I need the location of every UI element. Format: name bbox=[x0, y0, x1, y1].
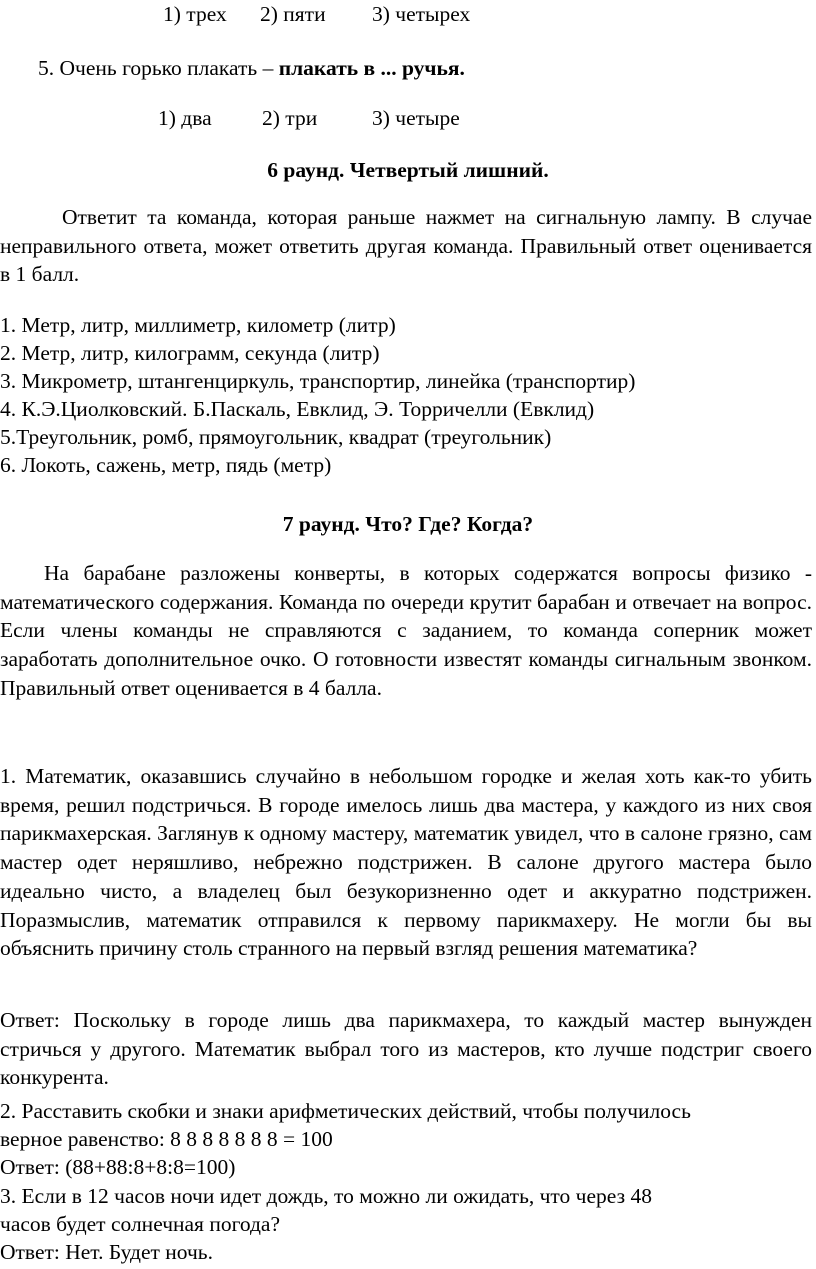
round6-item-1: 1. Метр, литр, миллиметр, километр (литр) bbox=[0, 313, 396, 337]
round6-item-6: 6. Локоть, сажень, метр, пядь (метр) bbox=[0, 453, 332, 477]
round7-question-3-line-2: часов будет солнечная погода? bbox=[0, 1212, 281, 1236]
round7-intro: На барабане разложены конверты, в которых содержатся вопросы физико - математического содержания. Команда по очереди крутит барабан и отвечает на вопрос. Если члены команды не справляются с заданием, то команда соперник может заработать дополнительное очко. О готовности известят команды сигнальным звонком. Правильный ответ оценивается в 4 балла. bbox=[0, 561, 812, 700]
round7-question-2-line-2: верное равенство: 8 8 8 8 8 8 8 = 100 bbox=[0, 1127, 333, 1151]
round7-question-3-line-1: 3. Если в 12 часов ночи идет дождь, то можно ли ожидать, что через 48 bbox=[0, 1184, 652, 1208]
round6-item-2: 2. Метр, литр, килограмм, секунда (литр) bbox=[0, 341, 380, 365]
round7-answer-3: Ответ: Нет. Будет ночь. bbox=[0, 1240, 213, 1264]
round7-question-2-line-1: 2. Расставить скобки и знаки арифметических действий, чтобы получилось bbox=[0, 1099, 691, 1123]
round6-item-5: 5.Треугольник, ромб, прямоугольник, квадрат (треугольник) bbox=[0, 425, 552, 449]
q4-option-1: 1) трех bbox=[163, 2, 227, 26]
q5-bold: плакать в ... ручья. bbox=[278, 56, 465, 80]
q5-option-2: 2) три bbox=[262, 106, 318, 130]
round7-question-1: 1. Математик, оказавшись случайно в небольшом городке и желая хоть как-то убить время, решил подстричься. В городе имелось лишь два мастера, у каждого из них своя парикмахерская. Заглянув к одному мастеру, математик увидел, что в салоне грязно, сам мастер одет неряшливо, небрежно подстрижен. В салоне другого мастера было идеально чисто, а владелец был безукоризненно одет и аккуратно подстрижен. Поразмыслив, математик отправился к первому парикмахеру. Не могли бы вы объяснить причину столь странного на первый взгляд решения математика? bbox=[0, 764, 812, 961]
round6-item-4: 4. К.Э.Циолковский. Б.Паскаль, Евклид, Э. Торричелли (Евклид) bbox=[0, 397, 595, 421]
round7-answer-1: Ответ: Поскольку в городе лишь два парикмахера, то каждый мастер вынужден стричься у другого. Математик выбрал того из мастеров, кто лучше подстриг своего конкурента. bbox=[0, 1008, 812, 1090]
q5-text: 5. Очень горько плакать – bbox=[38, 56, 279, 80]
q4-option-3: 3) четырех bbox=[372, 2, 471, 26]
round6-intro: Ответит та команда, которая раньше нажмет на сигнальную лампу. В случае неправильного ответа, может ответить другая команда. Правильный ответ оценивается в 1 балл. bbox=[0, 205, 812, 287]
q4-option-2: 2) пяти bbox=[260, 2, 326, 26]
round7-answer-2: Ответ: (88+88:8+8:8=100) bbox=[0, 1155, 236, 1179]
round7-heading: 7 раунд. Что? Где? Когда? bbox=[282, 512, 534, 536]
q5-question bbox=[38, 54, 465, 82]
round6-item-3: 3. Микрометр, штангенциркуль, транспортир, линейка (транспортир) bbox=[0, 369, 636, 393]
round6-heading: 6 раунд. Четвертый лишний. bbox=[267, 158, 549, 182]
q5-option-3: 3) четыре bbox=[372, 106, 460, 130]
q5-option-1: 1) два bbox=[158, 106, 212, 130]
